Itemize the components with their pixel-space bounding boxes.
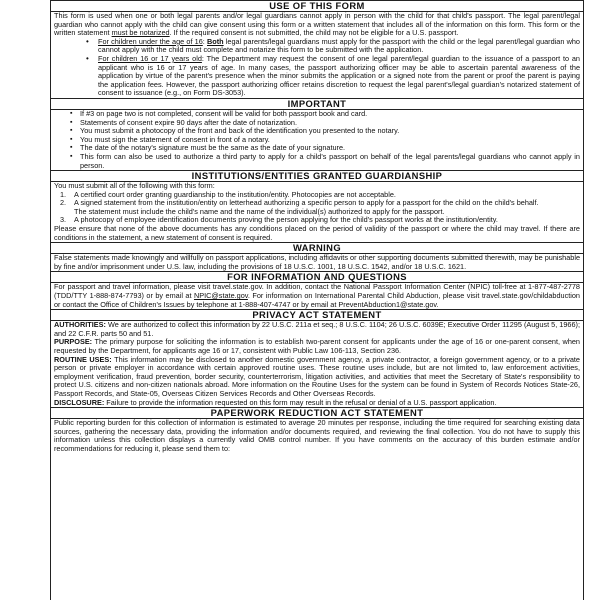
use-of-form-section	[51, 0, 583, 98]
privacy-header: PRIVACY ACT STATEMENT	[51, 310, 583, 321]
privacy-routine-uses: ROUTINE USES: This information may be disclosed to another domestic government agency, a private contractor, a foreign government agency, or to a private person or private employer in accordance with certain approved routine uses. These routine uses include, but are not limited to, law enforcement activities, employment verification, fraud prevention, border security, counterterrorism, litigation activities, and activities that meet the Secretary of State's responsibility to protect U.S. citizens and non-citizen nationals abroad. More information on the Routine Uses for the system can be found in System of Records Notices State-26, Passport Records, and State-05, Overseas Citizen Services Records and Other Overseas Records.	[54, 354, 580, 398]
guardianship-item: 1. A certified court order granting guardianship to the institution/entity. Photocopies are not acceptable.	[60, 189, 396, 199]
info-header: FOR INFORMATION AND QUESTIONS	[51, 272, 583, 283]
paperwork-header: PAPERWORK REDUCTION ACT STATEMENT	[51, 408, 583, 419]
privacy-section	[51, 309, 583, 407]
warning-header: WARNING	[51, 243, 583, 254]
important-item: ▪ This form can also be used to authorize a third party to apply for a child's passport on behalf of the legal parents/legal guardians who cannot apply in person.	[80, 153, 580, 170]
important-item: ▪ Statements of consent expire 90 days after the date of notarization.	[80, 119, 580, 128]
warning-text: False statements made knowingly and willfully on passport applications, including affidavits or other supporting documents submitted therewith, may be punishable by fine and/or imprisonment under U.S. law, including the provisions of 18 U.S.C. 1001, 18 U.S.C. 1542, and/or 18 U.S.C. 1621.	[54, 253, 580, 271]
use-intro: This form is used when one or both legal parents and/or legal guardians cannot apply in person with the child for that child's passport. The legal parent/legal guardian who cannot apply with the child can give consent using this form or a written statement that includes all of the information on this form. This form or the written statement must be notarized. If the required consent is not submitted, the child may not be eligible for a U.S. passport.	[54, 11, 580, 38]
privacy-purpose: PURPOSE: The primary purpose for soliciting the information is to establish two-parent consent for applicants under the age of 16 or one-parent consent, when requested by the Department, for applicants age 16 or 17, consistent with Public Law 106-113, Section 236.	[54, 337, 580, 355]
privacy-disclosure: DISCLOSURE: Failure to provide the information requested on this form may result in the refusal or denial of a U.S. passport application.	[54, 397, 497, 407]
guardianship-item: 3. A photocopy of employee identification documents proving the person applying for the child's passport works at the institution/entity.	[60, 215, 498, 225]
warning-section	[51, 242, 583, 271]
form-page	[50, 0, 584, 600]
npic-email-link[interactable]: NPIC@state.gov	[193, 291, 248, 301]
guardianship-outro: Please ensure that none of the above documents has any conditions placed on the period of validity of the passport or where the child may travel. If there are conditions in the statement, a new statement of consent is required.	[54, 224, 580, 242]
important-item: ▪ The date of the notary's signature must be the same as the date of your signature.	[80, 144, 580, 153]
guardianship-intro: You must submit all of the following with this form:	[54, 181, 215, 191]
under-16-item: • For children under the age of 16: Both legal parents/legal guardians must apply for the passport with the child or the legal parent/legal guardian who cannot apply with the child must complete and notarize this form to be submitted with the application.	[98, 38, 580, 55]
must-be-notarized: must be notarized	[111, 28, 170, 38]
paperwork-text: Public reporting burden for this collection of information is estimated to average 20 minutes per response, including the time required for searching existing data sources, gathering the necessary data, providing the information and/or documents required, and reviewing the final collection. You do not have to supply this information unless this collection displays a currently valid OMB control number. If you have comments on the accuracy of this burden estimate and/or recommendations for reducing it, please send them to:	[54, 418, 580, 453]
info-text: For passport and travel information, please visit travel.state.gov. In addition, contact the National Passport Information Center (NPIC) toll-free at 1-877-487-2778 (TDD/TTY 1-888-874-7793) or by email at NPIC@state.gov. For information on International Parental Child Abduction, please visit travel.state.gov/childabduction or contact the Office of Children's Issues by telephone at 1-888-407-4747 or by email at PreventAbduction1@state.gov.	[54, 282, 580, 309]
age-16-17-item: • For children 16 or 17 years old: The Department may request the consent of one legal parent/legal guardian to the issuance of a passport to an applicant who is 16 or 17 years of age. In many cases, the passport authorizing officer may be able to ascertain parental awareness of the application by virtue of the parent's presence when the minor submits the application or a signed note from the parent or proof the parent is paying the application fees. However, the passport authorizing officer retains discretion to request the legal parent's/legal guardian's notarized statement of consent to issuance (e.g., on Form DS-3053).	[98, 55, 580, 98]
use-of-form-header: USE OF THIS FORM	[51, 1, 583, 12]
important-section	[51, 98, 583, 170]
important-header: IMPORTANT	[51, 99, 583, 110]
guardianship-item: 2. A signed statement from the institution/entity on letterhead authorizing a specific person to apply for a passport for the child on the child's behalf.	[60, 198, 539, 208]
guardianship-header: INSTITUTIONS/ENTITIES GRANTED GUARDIANSHIP	[51, 171, 583, 182]
important-item: ▪ You must submit a photocopy of the front and back of the identification you presented to the notary.	[80, 127, 580, 136]
privacy-authorities: AUTHORITIES: We are authorized to collect this information by 22 U.S.C. 211a et seq.; 8 U.S.C. 1104; 26 U.S.C. 6039E; Executive Order 11295 (August 5, 1966); and 22 C.F.R. parts 50 and 51.	[54, 320, 580, 338]
important-item: ▪ If #3 on page two is not completed, consent will be valid for both passport book and card.	[80, 110, 580, 119]
guardianship-item: The statement must include the child's name and the name of the individual(s) authorized to apply for the passport.	[74, 206, 445, 216]
info-section	[51, 271, 583, 309]
important-item: ▪ You must sign the statement of consent in front of a notary.	[80, 136, 580, 145]
guardianship-section	[51, 170, 583, 242]
paperwork-section	[51, 407, 583, 453]
prevent-abduction-email-link[interactable]: PreventAbduction1@state.gov	[338, 299, 437, 309]
